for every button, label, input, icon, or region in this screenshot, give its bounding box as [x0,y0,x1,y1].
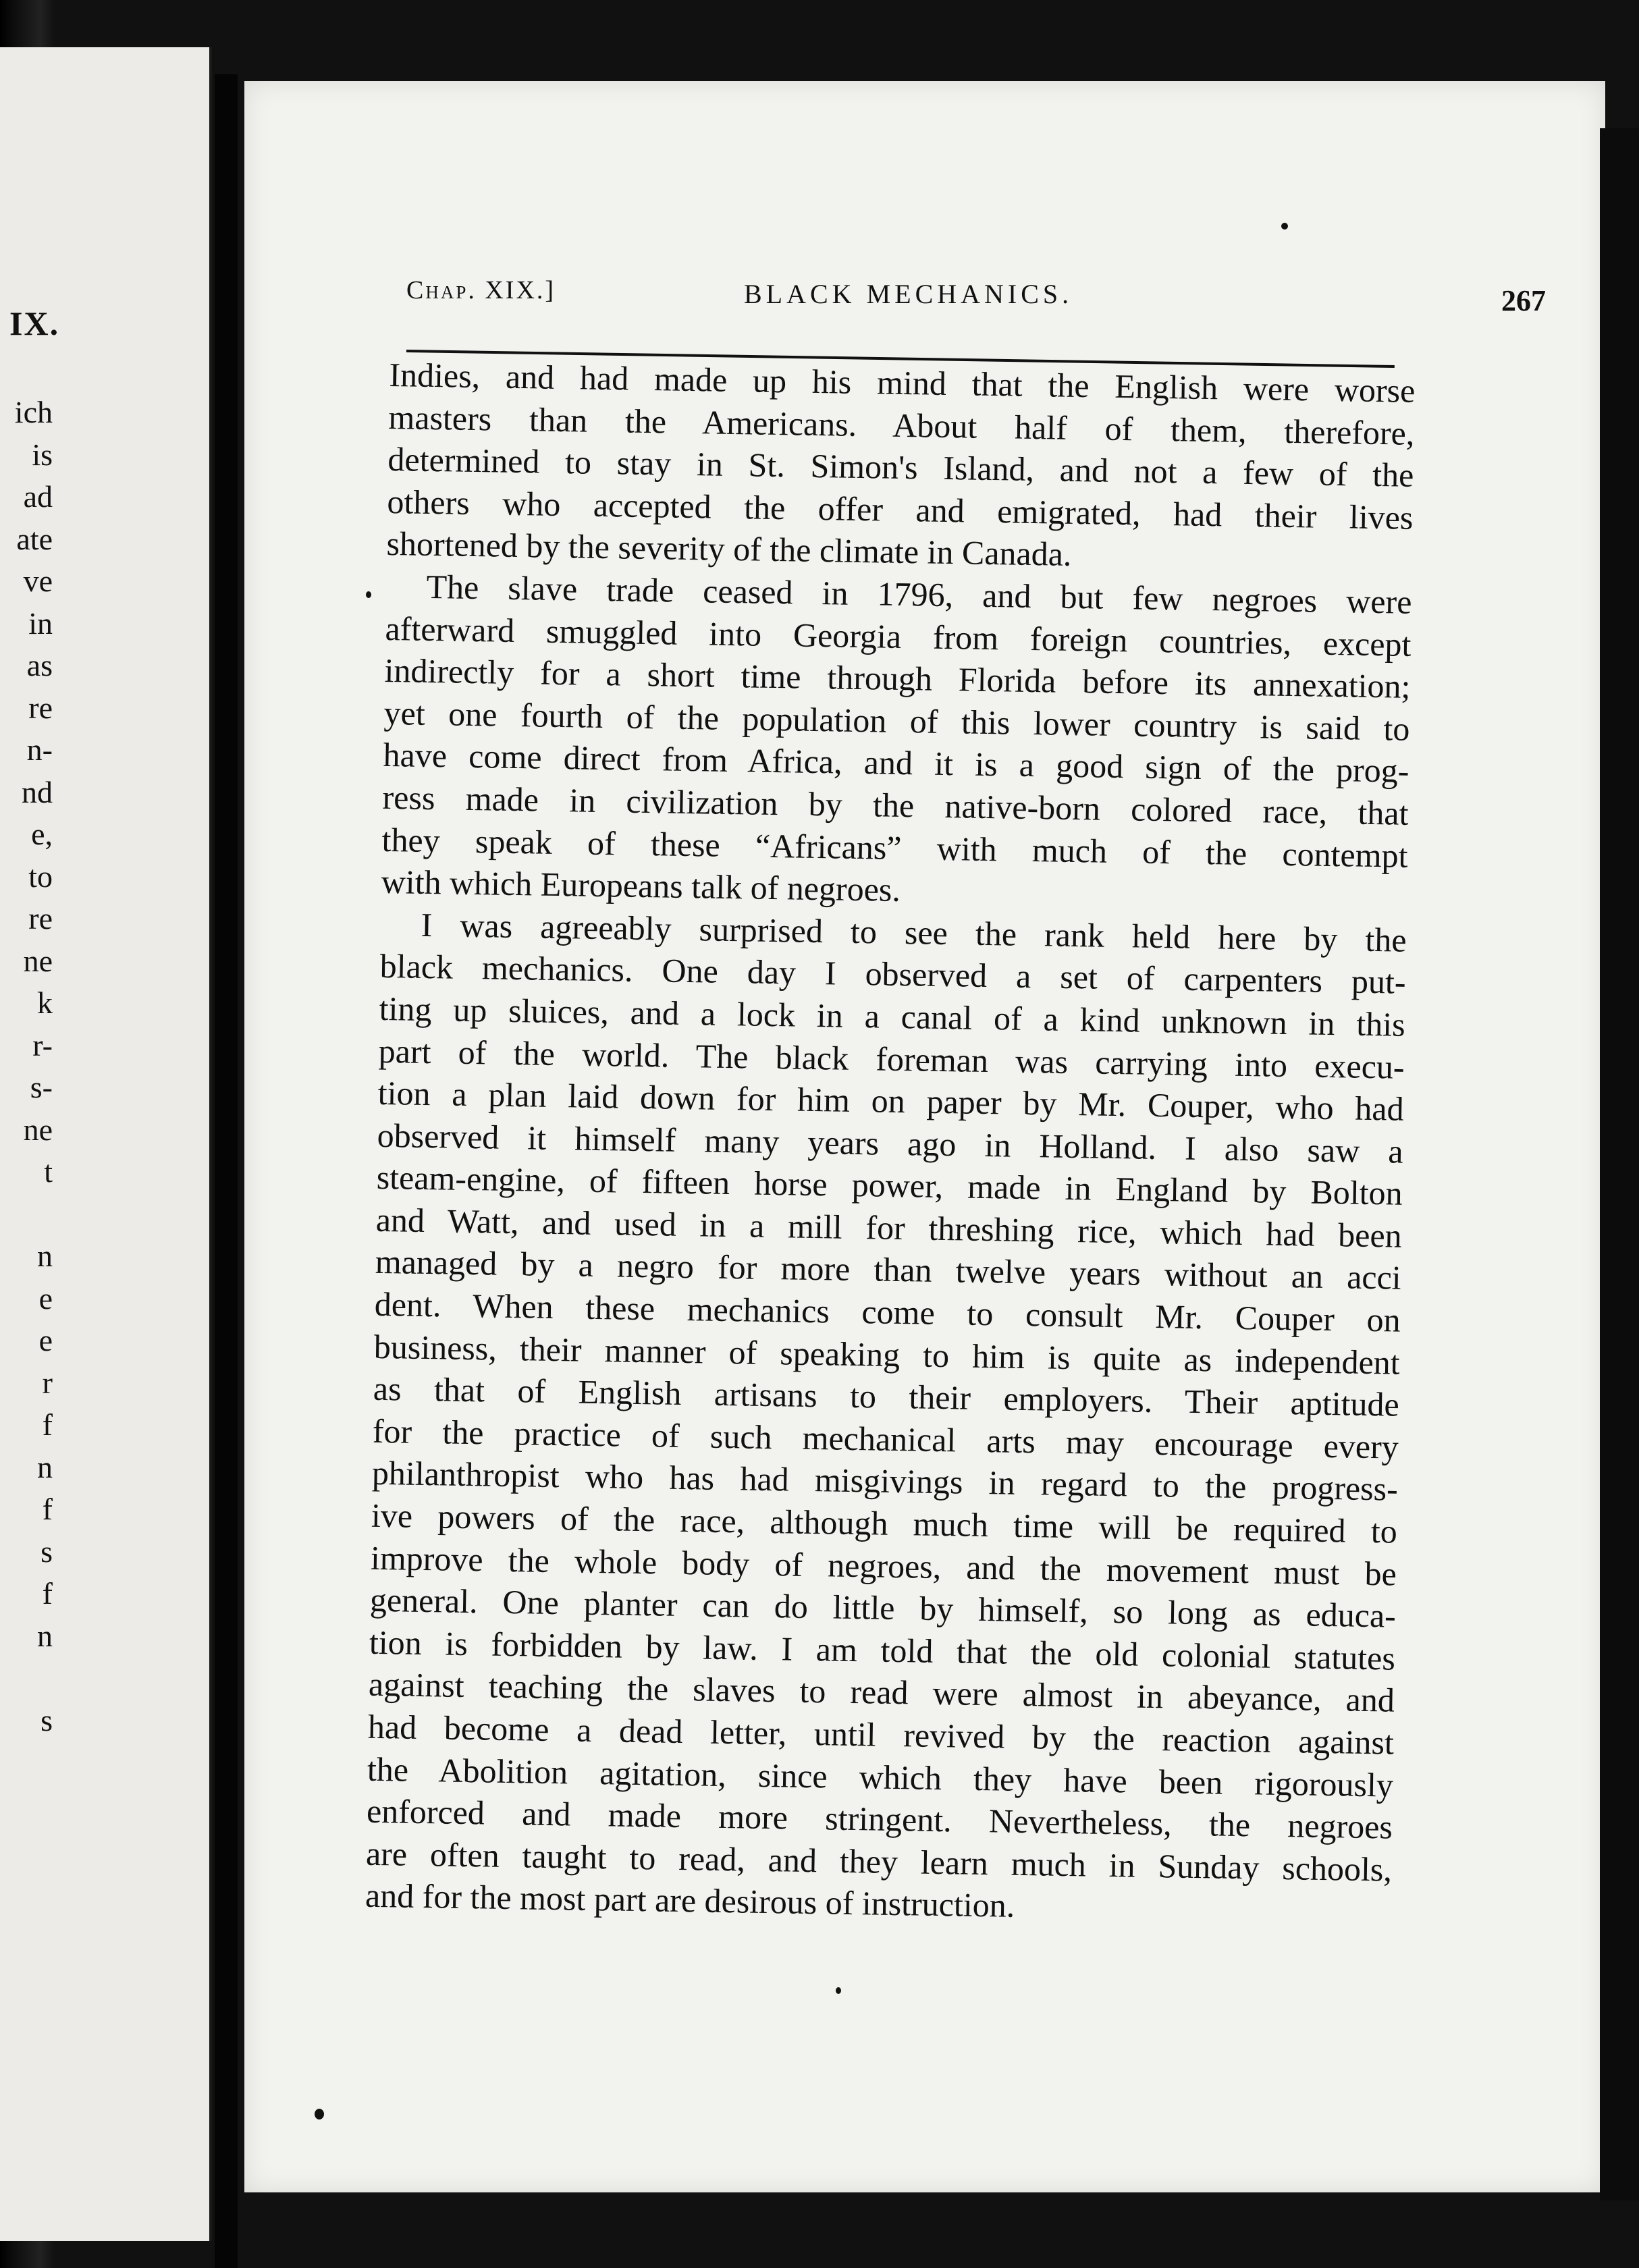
text-line: black mechanics. One day I observed a set of carpenters put- [379,947,1407,1002]
text-line: are often taught to read, and they learn much in Sunday schools, [365,1834,1393,1889]
text-line: and for the most part are desirous of instruction. [365,1877,1015,1925]
text-line: against teaching the slaves to read were almost in abeyance, and [368,1665,1395,1720]
text-line: with which Europeans talk of negroes. [381,863,901,909]
previous-page-line-ending: ve [23,564,53,598]
previous-page-line-ending: t [44,1154,53,1189]
text-line: determined to stay in St. Simon's Island, and not a few of the [387,440,1414,495]
text-line: yet one fourth of the population of this lower country is said to [383,693,1410,748]
previous-page-line-ending: as [26,648,53,682]
previous-page-line-ending: e [38,1280,53,1316]
text-line: they speak of these “Africans” with much of the contempt [381,820,1408,875]
text-line: managed by a negro for more than twelve years without an acci [375,1243,1402,1297]
previous-page-line-ending: ad [23,479,53,514]
ink-speck [1281,223,1288,230]
body-text [365,354,1416,1933]
previous-page-line-ending: ate [16,521,53,556]
text-line: for the practice of such mechanical arts may encourage every [372,1411,1399,1466]
chapter-label: Chap. XIX.] [406,276,556,304]
text-line: had become a dead letter, until revived by the reaction against [367,1707,1395,1762]
running-head-title: BLACK MECHANICS. [744,279,1073,309]
text-line: business, their manner of speaking to him is quite as independent [373,1327,1401,1382]
text-line: as that of English artisans to their employers. Their aptitude [373,1370,1400,1424]
previous-page-line-ending: n [37,1449,53,1484]
previous-page-header: IX. [9,304,60,342]
text-line: have come direct from Africa, and it is a good sign of the prog- [383,736,1409,790]
text-line: part of the world. The black foreman was carrying into execu- [378,1031,1405,1086]
text-line: tion is forbidden by law. I am told that the old colonial statutes [369,1623,1396,1677]
previous-page-line-ending: r- [32,1027,53,1062]
previous-page-line-ending: f [42,1407,53,1442]
text-line: tion a plan laid down for him on paper by Mr. Couper, who had [377,1073,1405,1128]
page-edge-shadow [1600,128,1639,2200]
previous-page-line-ending: ne [23,1112,53,1147]
previous-page-line-ending: e, [31,817,53,851]
ink-speck [315,2109,324,2120]
text-line: indirectly for a short time through Florida before its annexation; [384,651,1411,705]
text-line: The slave trade ceased in 1796, and but few negroes were [426,567,1412,621]
text-line: the Abolition agitation, since which they have been rigorously [367,1750,1394,1804]
previous-page-line-ending: s [41,1534,53,1569]
previous-page-line-ending: s- [30,1070,53,1104]
ink-speck [366,591,371,598]
previous-page-line-ending: k [37,986,53,1020]
previous-page-line-ending [0,1826,53,1868]
text-line: improve the whole body of negroes, and the movement must be [370,1538,1397,1593]
previous-page-line-ending: f [42,1576,53,1611]
text-line: shortened by the severity of the climate in Canada. [386,524,1072,574]
text-line: and Watt, and used in a mill for threshing rice, which had been [375,1200,1403,1255]
text-line: enforced and made more stringent. Nevertheless, the negroes [366,1791,1393,1846]
previous-page-line-ending: r [42,1365,53,1400]
previous-page-line-ending: ne [23,943,53,978]
previous-page-line-ending: in [28,605,53,641]
previous-page-line-ending: s [41,1702,53,1737]
previous-page-line-ending [0,1742,53,1784]
previous-page-line-ending: is [32,437,53,472]
previous-page-line-ending: re [28,901,53,936]
text-line: others who accepted the offer and emigrated, had their lives [387,482,1414,537]
previous-page-line-ending: nd [22,774,53,809]
ink-speck [836,1987,841,1994]
previous-page-line-ending: re [28,690,53,725]
previous-page-line-ending: to [28,859,53,894]
previous-page-fragment [0,47,212,2241]
previous-page-line-ending [0,1784,53,1827]
page-number: 267 [1501,284,1546,317]
previous-page-line-ending: n [37,1239,53,1273]
text-line: ive powers of the race, although much time will be required to [371,1496,1398,1550]
text-line: I was agreeably surprised to see the rank held here by the [421,905,1407,959]
previous-page-line-ending: ich [14,395,53,429]
page-header [406,275,1639,316]
text-line: ress made in civilization by the native-born colored race, that [382,778,1409,832]
previous-page-line-ending: n [37,1618,53,1653]
previous-page-line-ending: f [42,1492,53,1526]
text-line: steam-engine, of fifteen horse power, made in England by Bolton [376,1158,1403,1213]
book-spine-gutter [215,74,238,2268]
text-line: Indies, and had made up his mind that the English were worse [389,355,1416,410]
text-line: afterward smuggled into Georgia from foreign countries, except [385,609,1412,664]
text-line: general. One planter can do little by himself, so long as educa- [369,1580,1397,1635]
book-page [244,81,1605,2192]
previous-page-line-endings [0,392,53,1868]
text-line: masters than the Americans. About half of them, therefore, [388,398,1415,452]
previous-page-line-ending: e [38,1323,53,1357]
text-line: observed it himself many years ago in Holland. I also saw a [377,1116,1404,1170]
previous-page-line-ending [0,1657,53,1700]
previous-page-line-ending: n- [26,732,53,767]
previous-page-line-ending [0,1193,53,1236]
text-line: ting up sluices, and a lock in a canal of a kind unknown in this [379,989,1406,1044]
text-line: philanthropist who has had misgivings in regard to the progress- [371,1454,1399,1509]
text-line: dent. When these mechanics come to consult Mr. Couper on [374,1285,1401,1339]
